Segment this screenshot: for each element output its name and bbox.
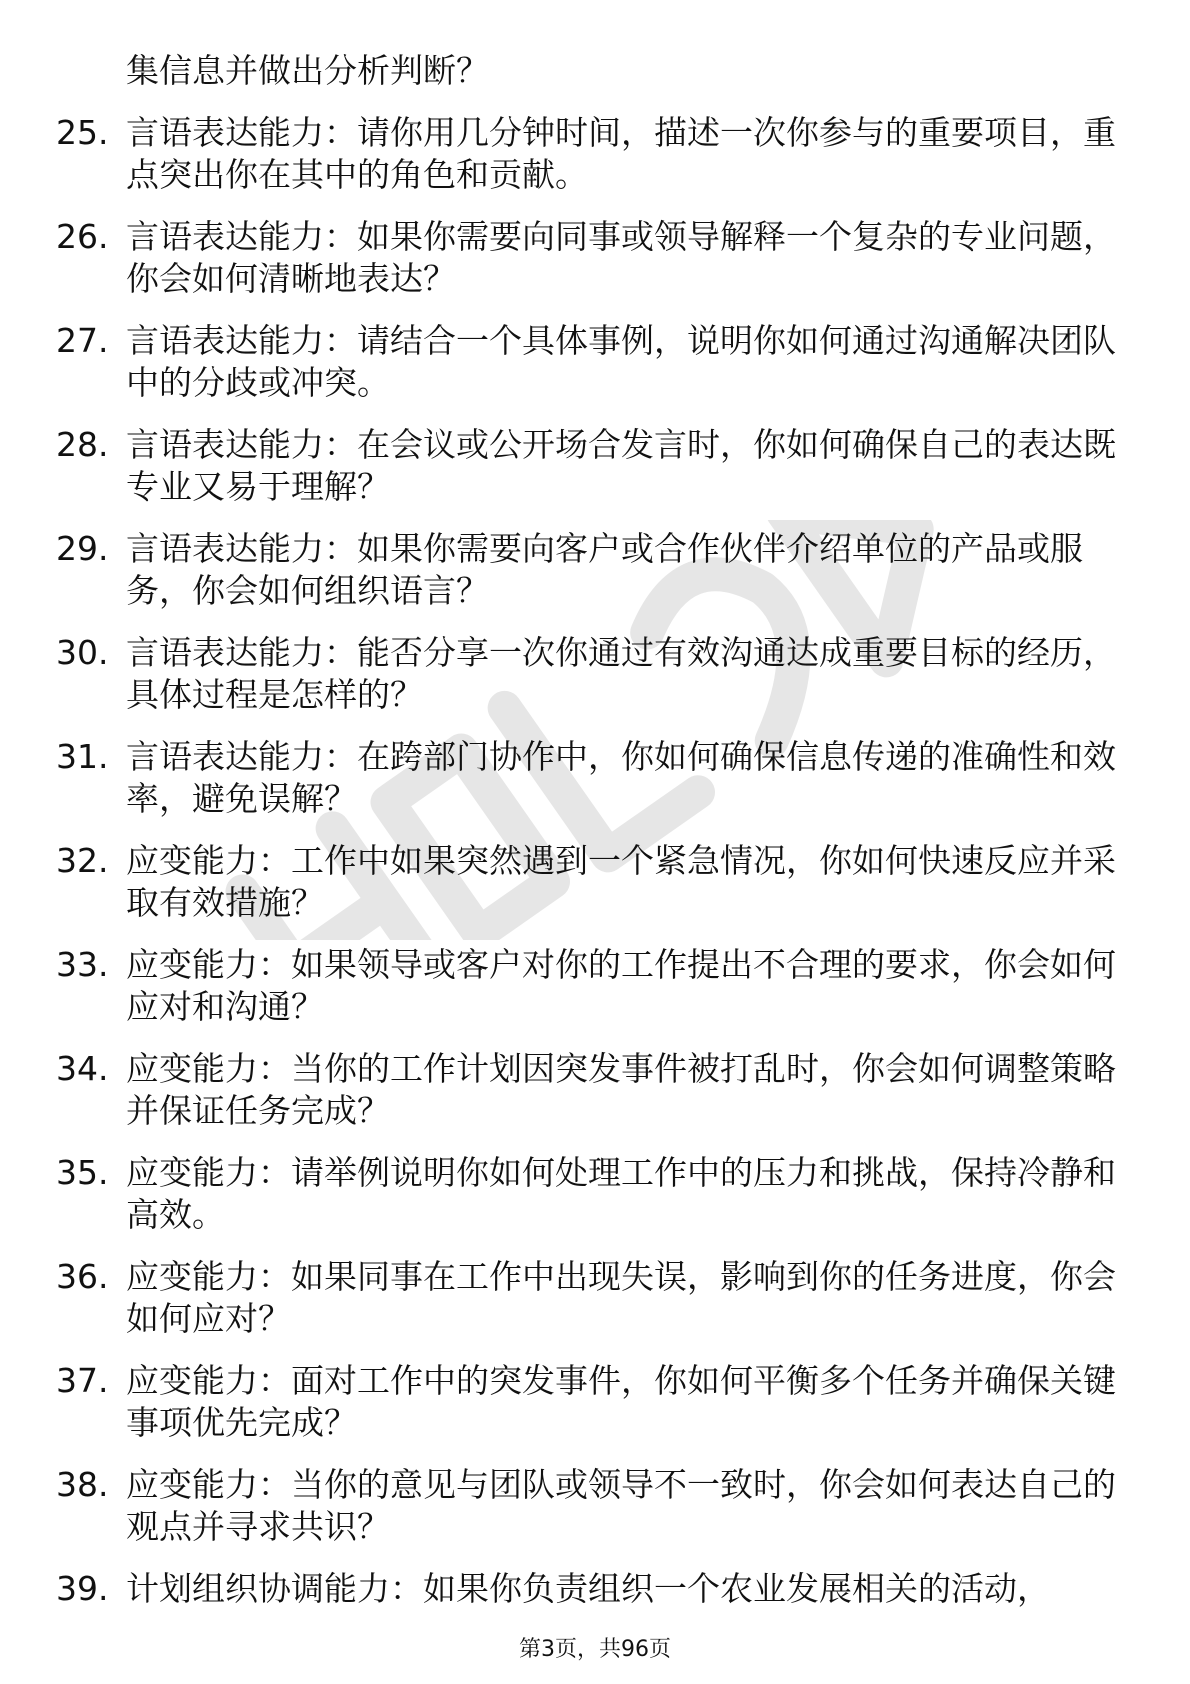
question-number: 39. <box>56 1569 109 1608</box>
question-text: 言语表达能力：如果你需要向客户或合作伙伴介绍单位的产品或服务，你会如何组织语言？ <box>126 529 1083 610</box>
question-text: 言语表达能力：请你用几分钟时间，描述一次你参与的重要项目，重点突出你在其中的角色和贡献。 <box>126 113 1116 194</box>
list-item <box>56 1152 1136 1236</box>
question-number: 27. <box>56 321 109 360</box>
question-text: 言语表达能力：在会议或公开场合发言时，你如何确保自己的表达既专业又易于理解？ <box>126 425 1116 506</box>
question-number: 36. <box>56 1257 109 1296</box>
question-number: 31. <box>56 737 109 776</box>
question-text: 言语表达能力：请结合一个具体事例，说明你如何通过沟通解决团队中的分歧或冲突。 <box>126 321 1116 402</box>
question-number: 37. <box>56 1361 109 1400</box>
page-footer: 第3页，共96页 <box>519 1637 671 1662</box>
question-text: 应变能力：如果同事在工作中出现失误，影响到你的任务进度，你会如何应对？ <box>126 1257 1116 1338</box>
question-text: 言语表达能力：如果你需要向同事或领导解释一个复杂的专业问题，你会如何清晰地表达？ <box>126 217 1116 298</box>
question-text: 应变能力：面对工作中的突发事件，你如何平衡多个任务并确保关键事项优先完成？ <box>126 1361 1116 1442</box>
list-item <box>56 528 1136 612</box>
list-item <box>56 944 1136 1028</box>
list-item <box>56 1256 1136 1340</box>
question-text: 应变能力：当你的意见与团队或领导不一致时，你会如何表达自己的观点并寻求共识？ <box>126 1465 1116 1546</box>
question-number: 26. <box>56 217 109 256</box>
question-text: 言语表达能力：能否分享一次你通过有效沟通达成重要目标的经历，具体过程是怎样的？ <box>126 633 1116 714</box>
list-item <box>56 736 1136 820</box>
list-item <box>56 1048 1136 1132</box>
question-text: 应变能力：如果领导或客户对你的工作提出不合理的要求，你会如何应对和沟通？ <box>126 945 1116 1026</box>
question-number: 38. <box>56 1465 109 1504</box>
question-number: 25. <box>56 113 109 152</box>
question-number: 35. <box>56 1153 109 1192</box>
list-item <box>56 424 1136 508</box>
continuation-text: 集信息并做出分析判断？ <box>126 51 489 90</box>
question-text: 应变能力：请举例说明你如何处理工作中的压力和挑战，保持冷静和高效。 <box>126 1153 1116 1234</box>
question-text: 应变能力：工作中如果突然遇到一个紧急情况，你如何快速反应并采取有效措施？ <box>126 841 1116 922</box>
question-number: 34. <box>56 1049 109 1088</box>
question-number: 32. <box>56 841 109 880</box>
question-number: 29. <box>56 529 109 568</box>
list-item <box>56 112 1136 196</box>
list-item <box>56 1464 1136 1548</box>
list-item <box>56 320 1136 404</box>
question-list <box>56 112 1136 1672</box>
list-item <box>56 1360 1136 1444</box>
question-text: 应变能力：当你的工作计划因突发事件被打乱时，你会如何调整策略并保证任务完成？ <box>126 1049 1116 1130</box>
list-item <box>56 632 1136 716</box>
question-text: 言语表达能力：在跨部门协作中，你如何确保信息传递的准确性和效率，避免误解？ <box>126 737 1116 818</box>
list-item <box>56 840 1136 924</box>
question-number: 28. <box>56 425 109 464</box>
question-number: 33. <box>56 945 109 984</box>
question-text: 计划组织协调能力：如果你负责组织一个农业发展相关的活动， <box>126 1569 1050 1608</box>
question-number: 30. <box>56 633 109 672</box>
list-item <box>56 216 1136 300</box>
